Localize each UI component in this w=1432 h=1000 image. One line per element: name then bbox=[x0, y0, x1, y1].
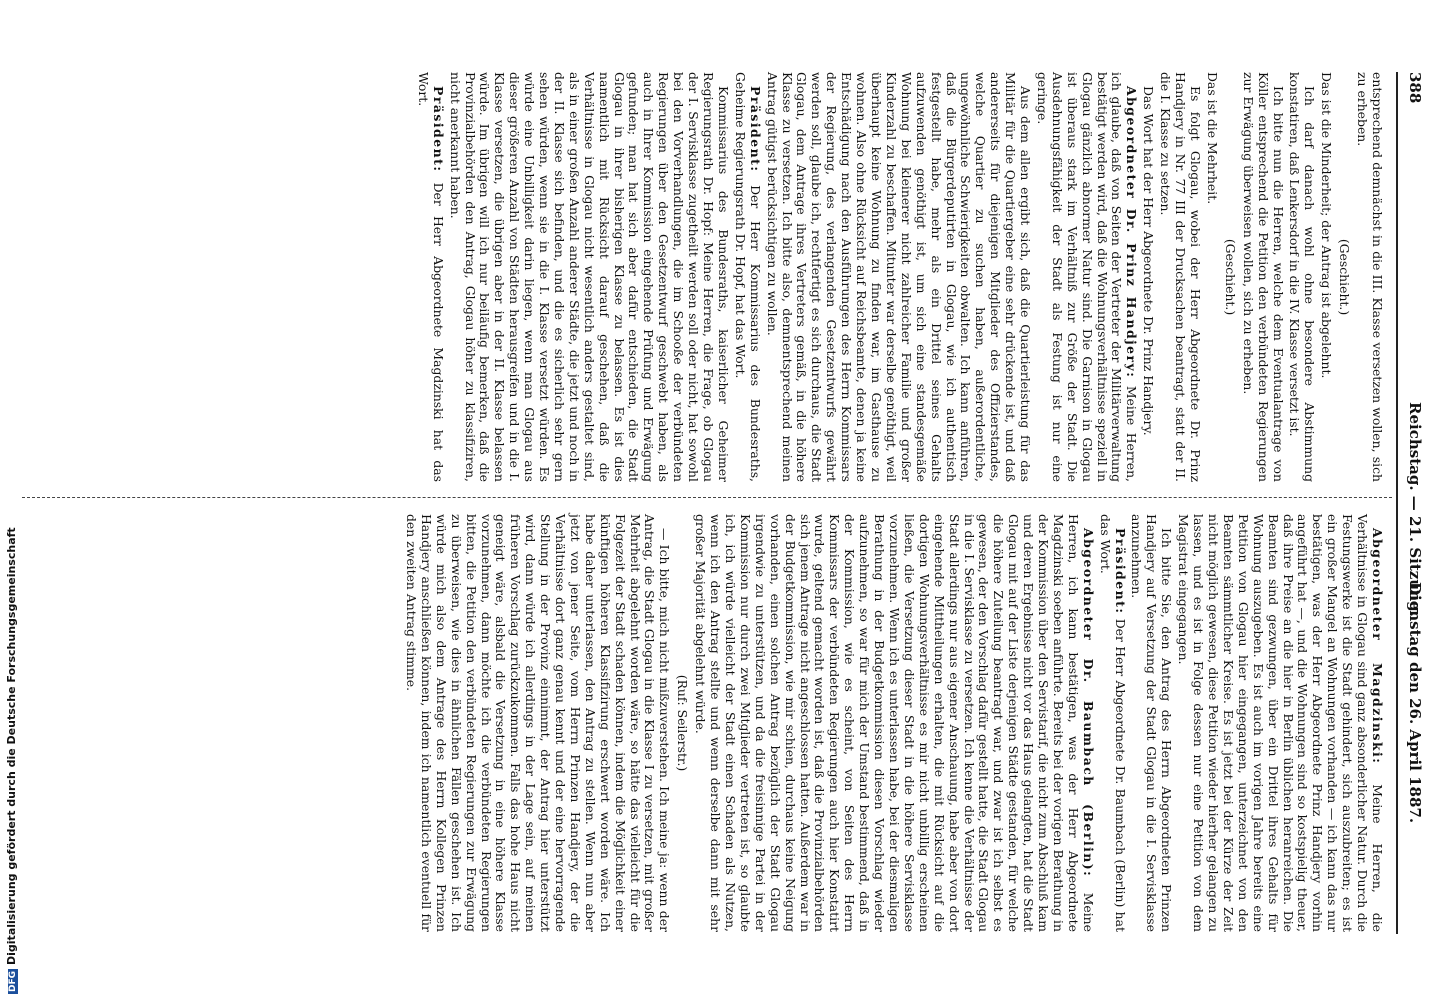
paragraph bbox=[1175, 514, 1384, 932]
paragraph-text: Meine Herren, die Verhältnisse in Glogau sind ganz absonderlicher Natur. Durch die Festungswerke ist die Stadt gehindert, sich auszubreiten; es ist ein großer Mangel an Wohnungen vorhanden — ich kann das nur bestätigen, was der Herr Abgeordnete Prinz Handjery vorhin angeführt hat —, und die Wohnungen sind so kostspielig theuer, daß ihre Preise an die hier in Berlin üblichen heranreichen. Die Beamten sind gezwungen, über ein Drittel ihres Gehalts für Wohnung auszugeben. Es ist auch im vorigen Jahre bereits eine Petition von Glogau hier eingegangen, unterzeichnet von den Beamten sämmtlicher Kreise. Es ist jetzt bei der Kürze der Zeit nicht möglich gewesen, diese Petition wieder hierher gelangen zu lassen, und es ist in Folge dessen nur eine Petition von dem Magistrat eingegangen. bbox=[1176, 514, 1385, 932]
paragraph-text: Meine Herren, ich glaube, daß von Seiten der Vertreter der Militärverwaltung bestätigt werden wird, daß die Wohnungsverhältnisse speziell in Glogau gänzlich abnormer Natur sind. Die Garnison in Glogau ist überaus stark im Verhältniß zur Größe der Stadt. Die Ausdehnungsfähigkeit der Stadt als Festung ist nur eine geringe. bbox=[1034, 72, 1140, 482]
paragraph-text: Kommissarius des Bundesraths, kaiserlicher Geheimer Regierungsrath Dr. Hopf: Meine Herren, die Frage, ob Glogau der I. Servisklasse zugetheilt werden soll oder nicht, hat sowohl bei den Vorverhandlungen, die im Schooße der verbündeten Regierungen über den Gesetzentwurf geschwebt haben, als auch in Ihrer Kommission eingehende Prüfung und Erwägung gefunden; man hat sich aber dafür entschieden, die Stadt Glogau in ihrer bisherigen Klasse zu belassen. Es ist dies namentlich mit Rücksicht darauf geschehen, daß die Verhältnisse in Glogau nicht wesentlich anders gestaltet sind, als in einer großen Anzahl anderer Städte, die jetzt und noch in der II. Klasse sich befinden, und die es sicherlich sehr gern sehen würden, wenn sie in die I. Klasse versetzt würden. Es würde eine Unbilligkeit darin liegen, wenn man Glogau aus dieser größeren Anzahl von Städten herausgreifen und in die I. Klasse versetzen, die übrigen aber in der II. Klasse belassen würde. Im übrigen will ich nur beiläufig bemerken, daß die Provinzialbehörden den Antrag, Glogau höher zu klassifiziren, nicht anerkannt haben. bbox=[447, 72, 731, 482]
paragraph bbox=[732, 72, 762, 482]
paragraph bbox=[1097, 514, 1127, 932]
paragraph-text: Ich bitte nun die Herren, welche dem Eventualantrage von Köller entsprechend die Petition den verbündeten Regierungen zur Erwägung überweisen wollen, sich zu erheben. bbox=[1240, 72, 1286, 482]
paragraph bbox=[1318, 72, 1333, 482]
credit-text: Digitalisierung gefördert durch die Deutsche Forschungsgemeinschaft bbox=[5, 527, 18, 965]
speaker-name: Präsident: bbox=[1112, 528, 1128, 615]
page-header bbox=[1394, 72, 1424, 934]
paragraph bbox=[1140, 72, 1155, 482]
stage-direction: (Ruf: Seilerstr.) bbox=[675, 674, 691, 772]
paragraph bbox=[1157, 72, 1202, 482]
stage-direction: (Geschieht.) bbox=[1337, 238, 1353, 316]
paragraph-text: Ich darf danach wohl ohne besondere Abstimmung konstatiren, daß Lenkersdorf in die IV. Klasse versetzt ist. bbox=[1287, 72, 1318, 482]
paragraph bbox=[692, 514, 1094, 932]
paragraph bbox=[1354, 72, 1384, 482]
column-divider bbox=[22, 497, 1392, 498]
paragraph bbox=[1204, 72, 1219, 482]
speaker-name: Präsident: bbox=[430, 86, 446, 173]
paragraph bbox=[1287, 72, 1317, 482]
speaker-name: Abgeordneter Dr. Baumbach (Berlin): bbox=[1080, 528, 1096, 878]
paragraph-text: Es folgt Glogau, wobei der Herr Abgeordnete Dr. Prinz Handjery in Nr. 77 III der Drucksachen beantragt, statt der II. die I. Klasse zu setzen. bbox=[1158, 72, 1204, 482]
paragraph bbox=[403, 514, 671, 932]
paragraph-text: Das ist die Mehrheit. bbox=[1204, 72, 1220, 205]
paragraph-text: Der Herr Abgeordnete Magdzinski hat das Wort. bbox=[415, 72, 446, 482]
paragraph-text: Das ist die Minderheit; der Antrag ist abgelehnt. bbox=[1319, 72, 1335, 379]
paragraph-text: Ich bitte Sie, den Antrag des Herrn Abgeordneten Prinzen Handjery auf Versetzung der Stadt Glogau in die I. Servisklasse anzunehmen. bbox=[1129, 514, 1175, 932]
stage-direction: (Geschieht.) bbox=[1222, 238, 1238, 316]
header-rule bbox=[1396, 72, 1398, 934]
paragraph-text: Der Herr Kommissarius des Bundesraths, Geheime Regierungsrath Dr. Hopf, hat das Wort. bbox=[732, 72, 763, 482]
dfg-logo-icon: DFG bbox=[8, 970, 18, 992]
paragraph bbox=[1034, 72, 1138, 482]
paragraph-text: entsprechend demnächst in die III. Klasse versetzen wollen, sich zu erheben. bbox=[1355, 72, 1385, 482]
paragraph bbox=[447, 72, 730, 482]
speaker-name: Präsident: bbox=[747, 86, 763, 173]
speaker-name: Abgeordneter Dr. Prinz Handjery: bbox=[1124, 86, 1140, 379]
page-number: 388 bbox=[1406, 72, 1424, 104]
text-column-left bbox=[413, 72, 1384, 482]
paragraph-text: Der Herr Abgeordnete Dr. Baumbach (Berlin) hat das Wort. bbox=[1097, 514, 1128, 932]
speaker-name: Abgeordneter Magdzinski: bbox=[1370, 528, 1385, 765]
header-date: Dienstag den 26. April 1887. bbox=[1406, 582, 1424, 824]
paragraph bbox=[1129, 514, 1174, 932]
paragraph bbox=[1240, 72, 1285, 482]
paragraph-text: — Ich bitte, mich nicht mißzuverstehen. Ich meine ja: wenn der Antrag, die Stadt Glogau in die Klasse I zu versetzen, mit großer Mehrheit abgelehnt worden wäre, so hätte das vielleicht für die Folgezeit der Stadt schaden können, indem die Möglichkeit einer künftigen höheren Klassifizirung erschwert worden wäre. Ich habe daher unterlassen, den Antrag zu stellen. Wenn nun aber jetzt von jener Seite, vom Herrn Prinzen Handjery, der die Verhältnisse dort ganz genau kennt und der eine hervorragende Stellung in der Provinz einnimmt, der Antrag hier unterstützt wird, dann würde ich allerdings in der Lage sein, auf meinen früheren Vorschlag zurückzukommen. Falls das hohe Haus nicht geneigt wäre, alsbald die Versetzung in eine höhere Klasse vorzunehmen, dann möchte ich die verbündeten Regierungen bitten, die Petition den verbündeten Regierungen zur Erwägung zu überweisen, wie dies in ähnlichen Fällen geschehen ist. Ich würde mich also dem Antrage des Herrn Kollegen Prinzen Handjery anschließen können, indem ich namentlich eventuell für den zweiten Antrag stimme. bbox=[404, 514, 673, 932]
paragraph-text: Aus dem allen ergibt sich, daß die Quartierleistung für das Militär für die Quartiergeber eine sehr drückende ist, und daß andererseits für diejenigen Mitglieder des Offizierstandes, welche Quartier zu suchen haben, außerordentliche, ungewöhnliche Schwierigkeiten obwalten. Ich kann anführen, daß die Bürgerdeputirten in Glogau, wie ich authentisch festgestellt habe, mehr als ein Drittel seines Gehalts aufzuwenden genöthigt ist, um sich eine standesgemäße Wohnung bei kleinerer nicht zahlreicher Familie und großer Kinderzahl zu beschaffen. Mitunter war derselbe genöthigt, weil überhaupt keine Wohnung zu finden war, im Gasthause zu wohnen. Also ohne Rücksicht auf Reichsbeamte, denen ja keine Entschädigung nach den Ausführungen des Herrn Kommissars der Regierung, des verlangenden Gesetzentwurfs gewährt werden soll, glaube ich, rechtfertigt es sich durchaus, die Stadt Glogau, dem Antrage ihres Vertreters gemäß, in die höhere Klasse zu versetzen. Ich bitte also, demnentsprechend meinen Antrag gütigst berücksichtigen zu wollen. bbox=[764, 72, 1034, 482]
text-column-right bbox=[401, 514, 1384, 932]
paragraph-text: Das Wort hat der Herr Abgeordnete Dr. Prinz Handjery. bbox=[1141, 86, 1157, 436]
header-title: Reichstag. — 21. Sitzung. bbox=[1406, 402, 1424, 617]
paragraph-text: Meine Herren, ich kann bestätigen, was der Herr Abgeordnete Magdzinski soeben anführte. Bereits bei der vorigen Berathung in der Kommission über den Servistarif, die nicht zum Abschluß kam und deren Ergebnisse nicht vor das Haus gelangten, hat die Stadt Glogau mit auf der Liste derjenigen Städte gestanden, für welche die höhere Zuteilung beantragt war, und zwar ist ich selbst es gewesen, der den Vorschlag dafür gestellt hatte, die Stadt Glogau in die I. Servisklasse zu versetzen. Ich kenne die Verhältnisse der Stadt allerdings nur aus eigener Anschauung, habe aber von dort eingehende Mittheilungen erhalten, die mit Rücksicht auf die dortigen Wohnungsverhältnisse es mir nicht unbillig erscheinen ließen, die Versetzung dieser Stadt in die höhere Servisklasse vorzunehmen. Wenn ich es unterlassen habe, bei der diesmaligen Berathung in der Budgetkommission diesen Vorschlag wieder aufzunehmen, so war für mich der Umstand bestimmend, daß in der Kommission, wie es scheint, von Seiten des Herrn Kommissars der verbündeten Regierungen auch hier Konstatirt wurde, geltend gemacht worden ist, daß die Provinzialbehörden sich jenem Antrage nicht angeschlossen hatten. Außerdem war in der Budgetkommission, wie mir schien, durchaus keine Neigung vorhanden, einen solchen Antrag bezüglich der Stadt Glogau irgendwie zu unterstützen, und da die freisinnige Partei in der Kommission nur durch zwei Mitglieder vertreten ist, so glaubte ich, ich würde vielleicht der Stadt einen Schaden als Nutzen, wenn ich den Antrag stellte und wenn derselbe dann mit sehr großer Majorität abgelehnt würde. bbox=[693, 514, 1096, 932]
paragraph bbox=[764, 72, 1032, 482]
paragraph bbox=[415, 72, 445, 482]
